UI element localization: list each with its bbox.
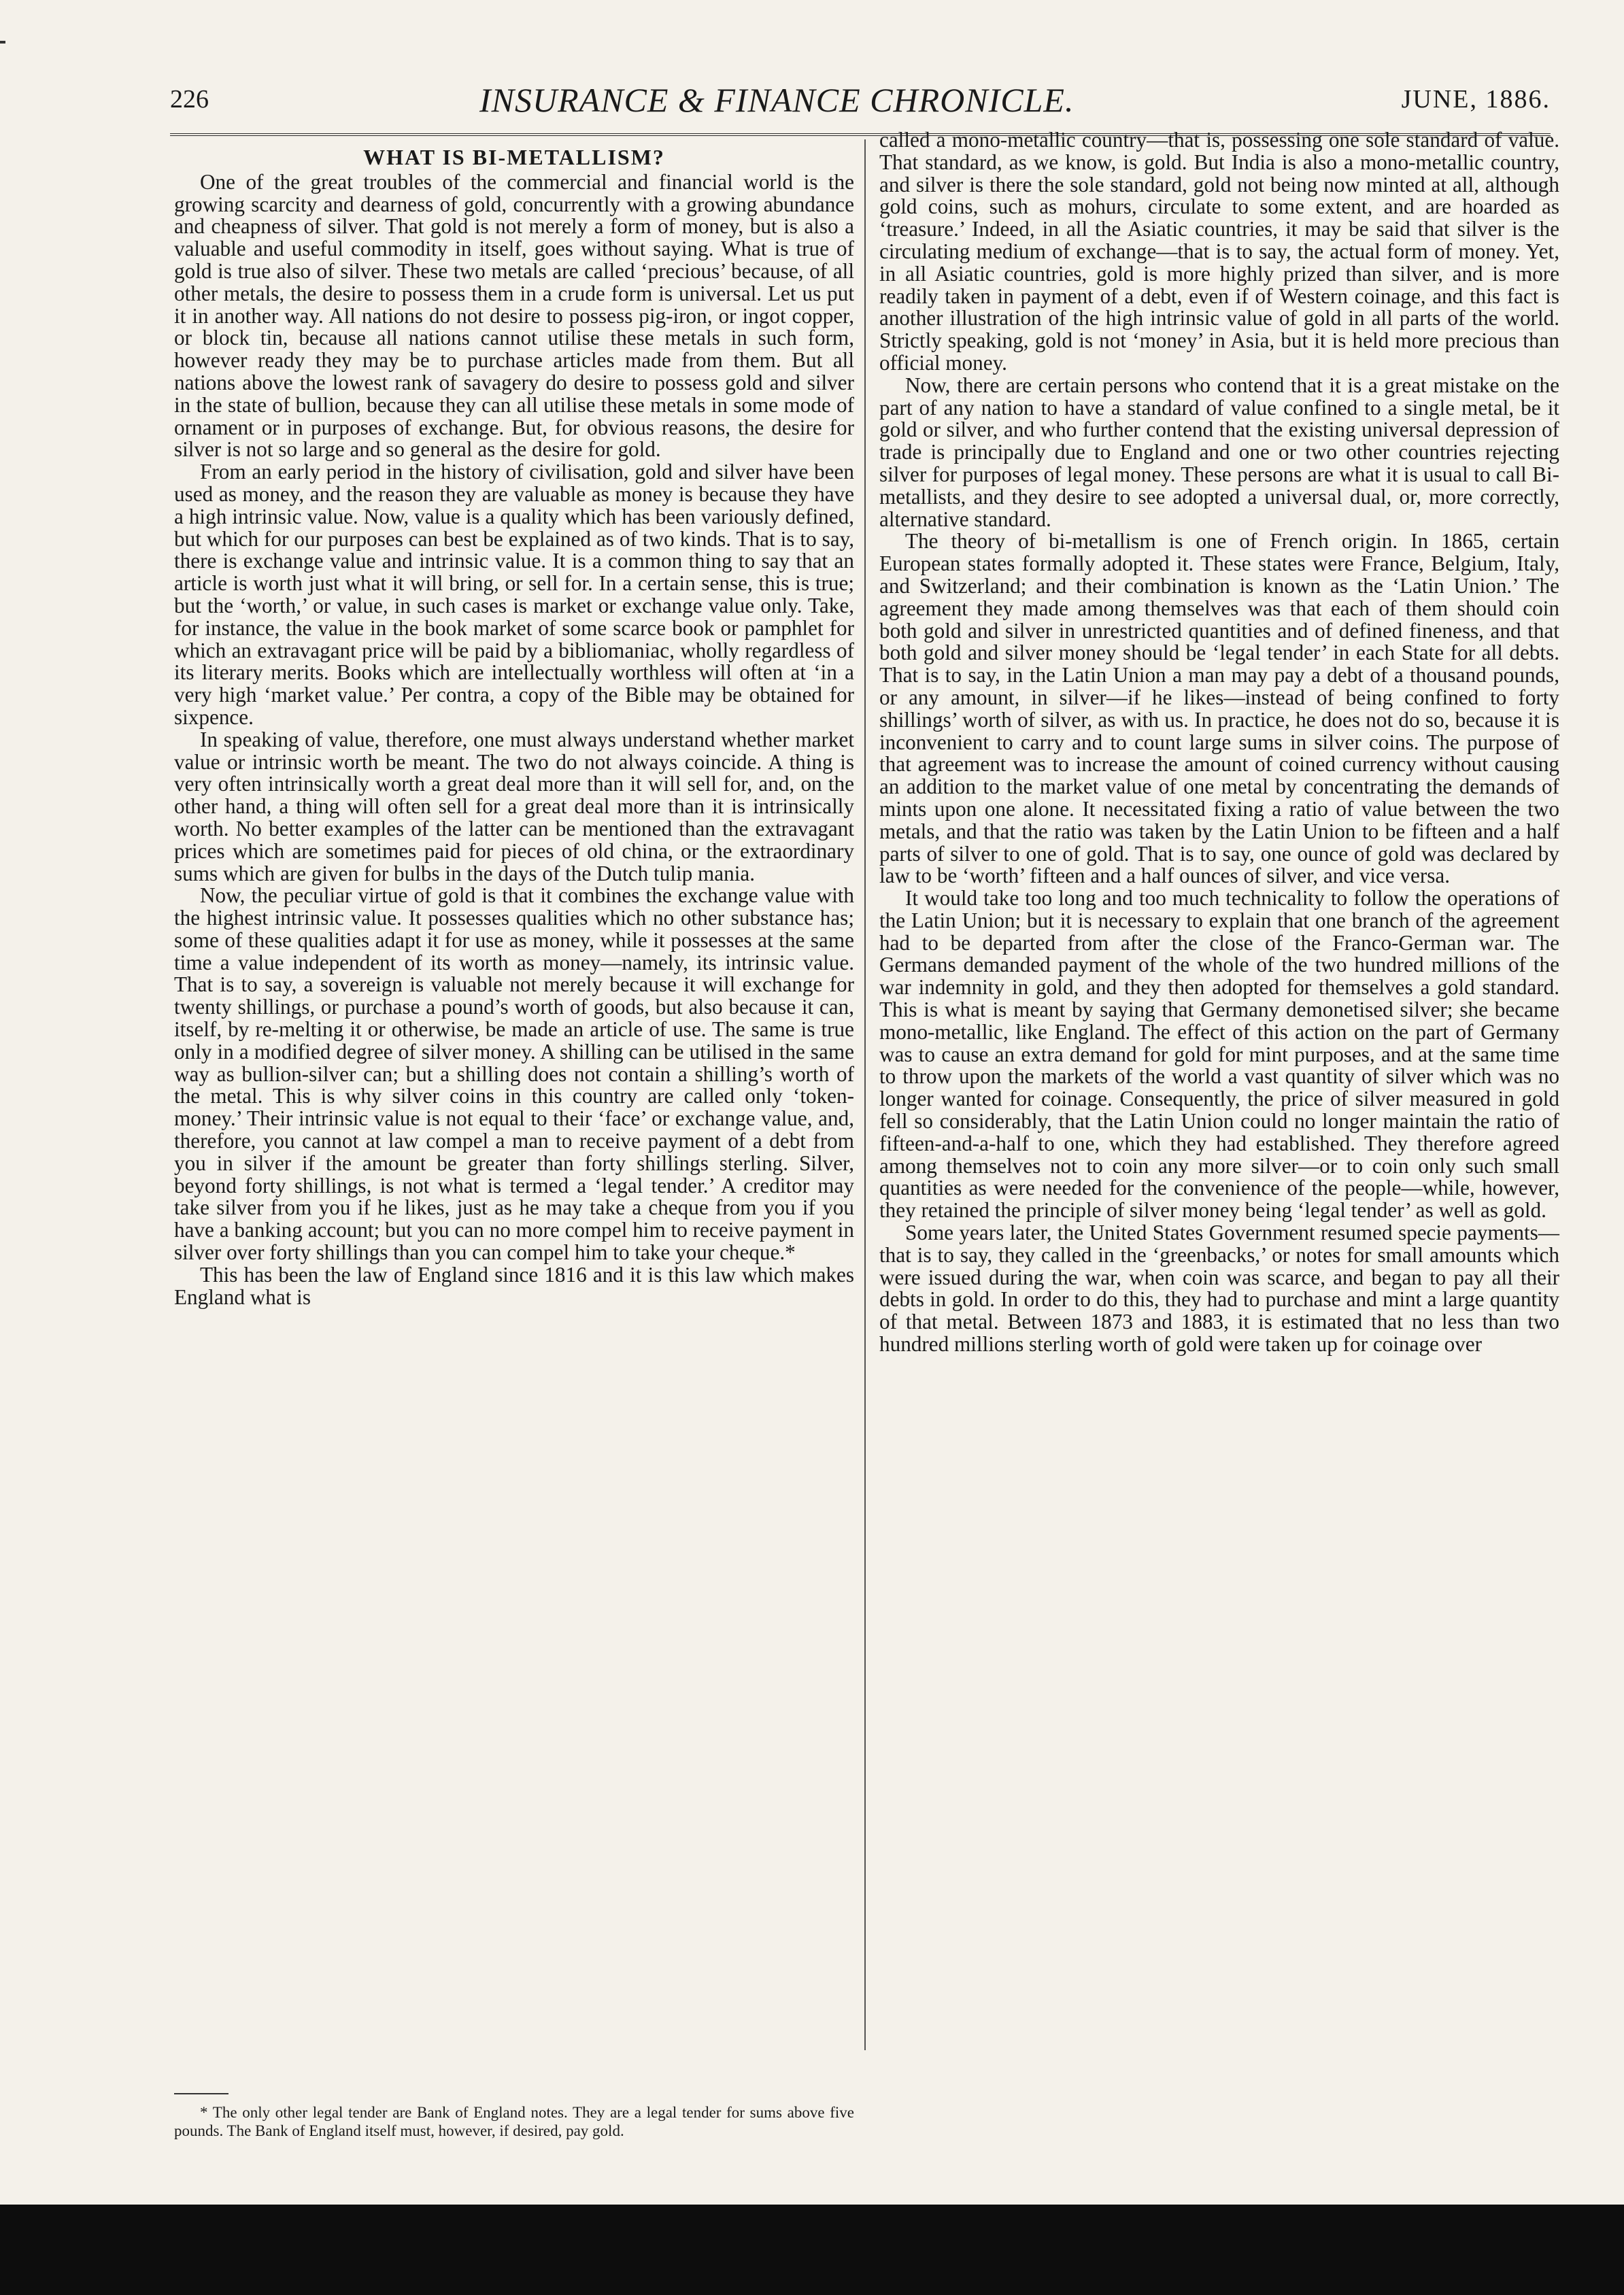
scan-border — [0, 2205, 1624, 2295]
paragraph: The theory of bi-metallism is one of French origin. In 1865, certain European states formally adopted it. These states were France, Belgium, Italy, and Switzerland; and their combination is known as the ‘Latin Union.’ The agreement they made among themselves was that each of them should coin both gold and silver in unrestricted quantities and of defined fineness, and that both gold and silver money should be ‘legal tender’ in each State for all debts. That is to say, in the Latin Union a man may pay a debt of a thousand pounds, or any amount, in silver—if he likes—instead of being confined to forty shillings’ worth of silver, as with us. In practice, he does not do so, because it is inconvenient to carry and to count large sums in silver coins. The purpose of that agreement was to increase the amount of coined currency without causing an addition to the market value of one metal by concentrating the demands of mints upon one alone. It necessitated fixing a ratio of value between the two metals, and that the ratio was taken by the Latin Union to be fifteen and a half parts of silver to one of gold. That is to say, one ounce of gold was declared by law to be ‘worth’ fifteen and a half ounces of silver, and vice versa. — [879, 529, 1559, 888]
right-column — [879, 129, 1559, 1356]
paragraph: From an early period in the history of civilisation, gold and silver have been used as money, and the reason they are valuable as money is because they have a high intrinsic value. Now, value is a quality which has been variously defined, but which for our purposes can best be explained as of two kinds. That is to say, there is exchange value and intrinsic value. It is a common thing to say that an article is worth just what it will bring, or sell for. In a certain sense, this is true; but the ‘worth,’ or value, in such cases is market or exchange value only. Take, for instance, the value in the book market of some scarce book or pamphlet for which an extravagant price will be paid by a bibliomaniac, wholly regardless of its literary merits. Books which are intellectually worthless will often at ‘in a very high ‘market value.’ Per contra, a copy of the Bible may be obtained for sixpence. — [174, 460, 854, 729]
journal-title: INSURANCE & FINANCE CHRONICLE. — [479, 81, 1075, 119]
footnote-rule — [174, 2093, 229, 2094]
paragraph: Now, the peculiar virtue of gold is that it combines the exchange value with the highest intrinsic value. It possesses qualities which no other substance has; some of these qualities adapt it for use as money, while it possesses at the same time a value independent of its worth as money—namely, its intrinsic value. That is to say, a sovereign is valuable not merely because it will exchange for twenty shillings, or purchase a pound’s worth of goods, but also because it can, itself, by re-melting it or otherwise, be made an article of use. The same is true only in a modified degree of silver money. A shilling can be utilised in the same way as bullion-silver can; but a shilling does not contain a shilling’s worth of the metal. This is why silver coins in this country are called only ‘token-money.’ Their intrinsic value is not equal to their ‘face’ or exchange value, and, therefore, you cannot at law compel a man to receive payment of a debt from you in silver if the amount be greater than forty shillings sterling. Silver, beyond forty shillings, is not what is termed a ‘legal tender.’ A creditor may take silver from you if he likes, just as he may take a cheque from you if you have a banking account; but you can no more compel him to receive payment in silver over forty shillings than you can compel him to take your cheque.* — [174, 883, 854, 1265]
paragraph: One of the great troubles of the commercial and financial world is the growing scarcity and dearness of gold, concurrently with a growing abundance and cheapness of silver. That gold is not merely a form of money, but is also a valuable and useful commodity in itself, goes without saying. What is true of gold is true also of silver. These two metals are called ‘precious’ because, of all other metals, the desire to possess them in a crude form is universal. Let us put it in another way. All nations do not desire to possess pig-iron, or ingot copper, or block tin, because all nations cannot utilise these metals in such form, however ready they may be to purchase articles made from them. But all nations above the lowest rank of savagery do desire to possess gold and silver in the state of bullion, because they can all utilise these metals in some mode of ornament or in purposes of exchange. But, for obvious reasons, the desire for silver is not so large and so general as the desire for gold. — [174, 169, 854, 462]
paragraph: Some years later, the United States Government resumed specie payments—that is to say, they called in the ‘greenbacks,’ or notes for small amounts which were issued during the war, when coin was scarce, and began to pay all their debts in gold. In order to do this, they had to purchase and mint a large quantity of that metal. Between 1873 and 1883, it is estimated that no less than two hundred millions sterling worth of gold were taken up for coinage over — [879, 1221, 1559, 1357]
paragraph-continuation: called a mono-metallic country—that is, possessing one sole standard of value. That standard, as we know, is gold. But India is also a mono-metallic country, and silver is there the sole standard, gold not being now minted at all, although gold coins, such as mohurs, circulate to some extent, and are hoarded as ‘treasure.’ Indeed, in all the Asiatic countries, it may be said that silver is the circulating medium of exchange—that is to say, the actual form of money. Yet, in all Asiatic countries, gold is more highly prized than silver, and is more readily taken in payment of a debt, even if of Western coinage, and this fact is another illustration of the high intrinsic value of gold in all parts of the world. Strictly speaking, gold is not ‘money’ in Asia, but it is held more precious than official money. — [879, 128, 1559, 375]
edge-mark — [0, 41, 5, 44]
running-head — [170, 76, 1551, 131]
paragraph: In speaking of value, therefore, one must always understand whether market value or intrinsic worth be meant. The two do not always coincide. A thing is very often intrinsically worth a great deal more than it will sell for, and, on the other hand, a thing will often sell for a great deal more than it is intrinsically worth. No better examples of the latter can be mentioned than the extravagant prices which are sometimes paid for pieces of old china, or the extraordinary sums which are given for bulbs in the days of the Dutch tulip mania. — [174, 727, 854, 885]
page-number: 226 — [170, 85, 209, 114]
issue-date: JUNE, 1886. — [1401, 85, 1551, 114]
paragraph: This has been the law of England since 1816 and it is this law which makes England what is — [174, 1262, 854, 1309]
paragraph: It would take too long and too much technicality to follow the operations of the Latin Union; but it is necessary to explain that one branch of the agreement had to be departed from after the close of the Franco-German war. The Germans demanded payment of the whole of the two hundred millions of the war indemnity in gold, and they then adopted for themselves a gold standard. This is what is meant by saying that Germany demonetised silver; she became mono-metallic, like England. The effect of this action on the part of Germany was to cause an extra demand for gold for mint purposes, and at the same time to throw upon the markets of the world a vast quantity of silver which was no longer wanted for coinage. Consequently, the price of silver measured in gold fell so considerably, that the Latin Union could no longer maintain the ratio of fifteen-and-a-half to one, which they had established. They therefore agreed among themselves not to coin any more silver—or to coin only such small quantities as were needed for the convenience of the people—while, however, they retained the principle of silver money being ‘legal tender’ as well as gold. — [879, 886, 1559, 1223]
left-column — [174, 146, 854, 1308]
footnote: * The only other legal tender are Bank of England notes. They are a legal tender for sums above five pounds. The Bank of England itself must, however, if desired, pay gold. — [174, 2104, 854, 2139]
paragraph: Now, there are certain persons who contend that it is a great mistake on the part of any nation to have a standard of value confined to a single metal, be it gold or silver, and who further contend that the existing universal depression of trade is principally due to England and one or two other countries rejecting silver for purposes of legal money. These persons are what it is usual to call Bi-metallists, and they desire to see adopted a universal dual, or, more correctly, alternative standard. — [879, 373, 1559, 531]
column-divider — [864, 139, 866, 2050]
article-title: WHAT IS BI-METALLISM? — [363, 145, 665, 169]
